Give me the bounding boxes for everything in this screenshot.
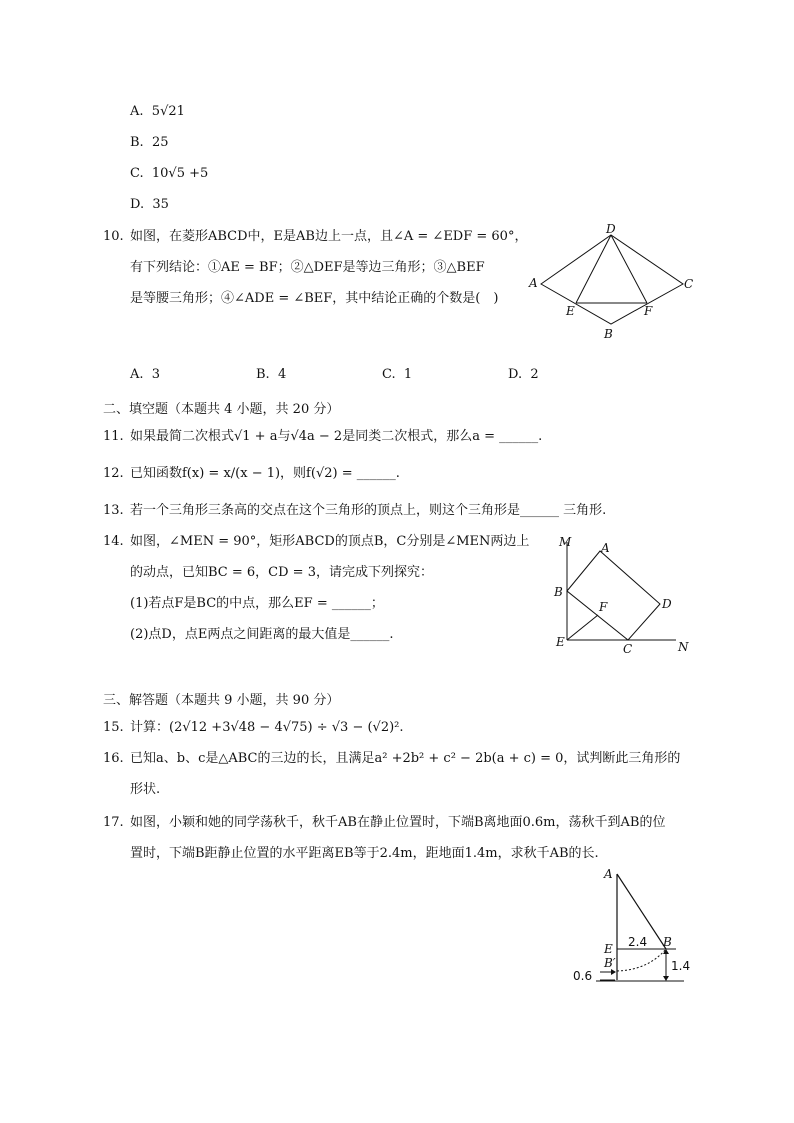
- q13-text: 若一个三角形三条高的交点在这个三角形的顶点上，则这个三角形是______ 三角形.: [130, 503, 607, 518]
- label-e: E: [556, 635, 565, 649]
- swing-figure: [566, 862, 694, 988]
- label-b: B: [554, 585, 563, 599]
- option-text: 1: [403, 367, 413, 382]
- q9-option-c: [130, 165, 208, 183]
- option-text: 4: [277, 367, 287, 382]
- option-key: D.: [130, 197, 145, 212]
- label-a: A: [604, 867, 613, 881]
- q10-line-1: 如图，在菱形ABCD中，E是AB边上一点，且∠A = ∠EDF = 60°，: [130, 229, 528, 244]
- q9-option-d: [130, 196, 169, 214]
- label-d: D: [662, 597, 672, 611]
- option-text: 5√21: [151, 104, 185, 119]
- section-3-title: 三、解答题（本题共 9 小题，共 90 分）: [103, 693, 340, 708]
- label-m: M: [559, 535, 572, 549]
- arrowhead-down: [663, 976, 669, 981]
- q17-line-2: 置时，下端B距静止位置的水平距离EB等于2.4m，距地面1.4m，求秋千AB的长.: [130, 846, 599, 861]
- label-c: C: [684, 277, 694, 291]
- q14-line-4: (2)点D，点E两点之间距离的最大值是______.: [130, 627, 394, 642]
- label-a: A: [601, 541, 610, 555]
- swing-arc: [617, 949, 666, 971]
- option-key: B.: [130, 135, 144, 150]
- q14-line-1: 如图，∠MEN = 90°，矩形ABCD的顶点B，C分别是∠MEN两边上: [130, 534, 530, 549]
- option-text: 25: [151, 135, 169, 150]
- q14-line-2: 的动点，已知BC = 6，CD = 3，请完成下列探究：: [130, 565, 433, 580]
- q10-option-b: [256, 366, 286, 384]
- rhombus-figure: [520, 222, 700, 342]
- label-n: N: [678, 640, 689, 654]
- label-ground: 0.6: [573, 969, 593, 983]
- q10-option-c: [382, 366, 412, 384]
- q13-number: 13.: [103, 503, 124, 518]
- option-text: 10√5 +5: [151, 166, 209, 181]
- option-key: C.: [130, 166, 144, 181]
- label-f: F: [599, 600, 608, 614]
- q17-line-1: 如图，小颖和她的同学荡秋千，秋千AB在静止位置时，下端B离地面0.6m，荡秋千到AB的位: [130, 815, 666, 830]
- option-text: 2: [530, 367, 539, 382]
- option-key: D.: [508, 367, 523, 382]
- q12-text: 已知函数f(x) = x/(x − 1)，则f(√2) = ______.: [130, 466, 400, 481]
- label-f: F: [644, 304, 653, 318]
- rectangle-abcd: [567, 551, 660, 640]
- label-e: E: [566, 304, 575, 318]
- rectangle-figure: [548, 532, 698, 660]
- q15-text: 计算：(2√12 +3√48 − 4√75) ÷ √3 − (√2)².: [130, 720, 404, 735]
- section-2-title: 二、填空题（本题共 4 小题，共 20 分）: [103, 402, 340, 417]
- q10-option-a: [130, 366, 160, 384]
- label-c: C: [623, 642, 633, 656]
- option-key: B.: [256, 367, 270, 382]
- segment-ef: [567, 615, 598, 640]
- option-key: C.: [382, 367, 396, 382]
- q10-line-3: 是等腰三角形；④∠ADE = ∠BEF，其中结论正确的个数是( ): [130, 291, 499, 306]
- q16-number: 16.: [103, 751, 124, 766]
- q10-line-2: 有下列结论：①AE = BF；②△DEF是等边三角形；③△BEF: [130, 260, 485, 275]
- label-b: B: [604, 327, 613, 341]
- option-key: A.: [130, 367, 144, 382]
- label-d: D: [606, 222, 616, 236]
- option-text: 3: [151, 367, 161, 382]
- label-a: A: [529, 276, 538, 290]
- q14-line-3: (1)若点F是BC的中点，那么EF = ______；: [130, 596, 384, 611]
- label-eb-length: 2.4: [628, 935, 648, 949]
- q15-number: 15.: [103, 720, 124, 735]
- label-b: B: [663, 935, 672, 949]
- q14-number: 14.: [103, 534, 124, 549]
- q16-line-1: 已知a、b、c是△ABC的三边的长，且满足a² +2b² + c² − 2b(a + c) = 0，试判断此三角形的: [130, 751, 681, 766]
- segment-de: [576, 235, 611, 303]
- q11-text: 如果最简二次根式√1 + a与√4a − 2是同类二次根式，那么a = ______.: [130, 429, 543, 444]
- q17-number: 17.: [103, 815, 124, 830]
- q12-number: 12.: [103, 466, 124, 481]
- label-height: 1.4: [671, 959, 691, 973]
- q11-number: 11.: [103, 429, 124, 444]
- option-text: 35: [152, 197, 169, 212]
- q9-option-a: [130, 103, 185, 121]
- q10-number: 10.: [103, 229, 124, 244]
- label-e: E: [604, 942, 613, 956]
- segment-df: [611, 235, 647, 303]
- q9-option-b: [130, 134, 169, 152]
- rhombus-outline: [541, 235, 683, 324]
- label-b-prime: B′: [604, 956, 616, 970]
- option-key: A.: [130, 104, 144, 119]
- q16-line-2: 形状.: [130, 782, 161, 797]
- q10-option-d: [508, 366, 539, 384]
